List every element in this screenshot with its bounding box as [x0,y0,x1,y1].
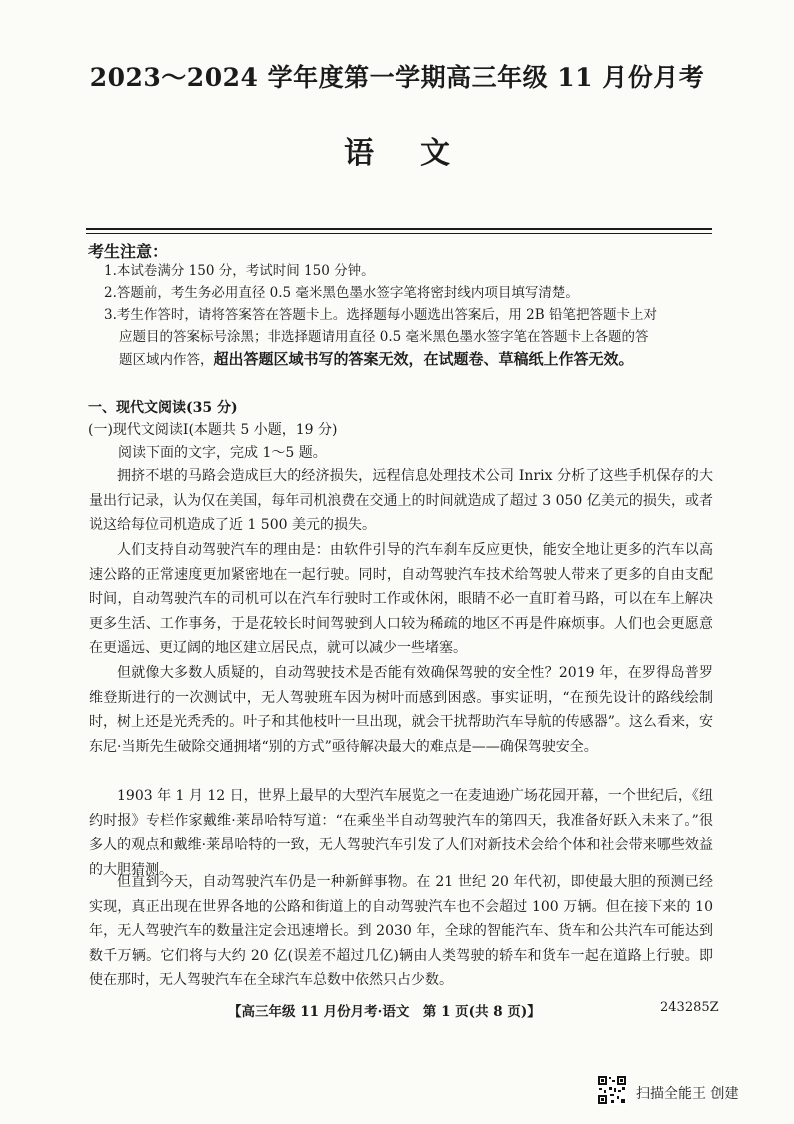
exam-code: 243285Z [660,1000,719,1015]
notice-item-3-line-2: 应题目的答案标号涂黑；非选择题请用直径 0.5 毫米黑色墨水签字笔在答题卡上各题的答 [119,329,649,345]
section-instruction: 阅读下面的文字，完成 1～5 题。 [118,445,327,461]
passage-paragraph-1: 拥挤不堪的马路会造成巨大的经济损失，远程信息处理技术公司 Inrix 分析了这些手机保存的大量出行记录，认为仅在美国，每年司机浪费在交通上的时间就造成了超过 3 050 亿美元的损失，或者说这给每位司机造成了近 1 500 美元的损失。 [89,468,713,534]
passage-paragraph-4: 1903 年 1 月 12 日，世界上最早的大型汽车展览之一在麦迪逊广场花园开幕，一个世纪后，《纽约时报》专栏作家戴维·莱昂哈特写道：“在乘坐半自动驾驶汽车的第四天，我准备好跃入未来了。”很多人的观点和戴维·莱昂哈特的一致，无人驾驶汽车引发了人们对新技术会给个体和社会带来哪些效益的大胆猜测。 [89,788,713,878]
notice-heading: 考生注意： [88,242,169,261]
notice-item-3-line-3-text: 题区域内作答， [119,352,214,368]
notice-emphasis: 超出答题区域书写的答案无效，在试题卷、草稿纸上作答无效。 [213,350,634,368]
notice-item-1: 1.本试卷满分 150 分，考试时间 150 分钟。 [104,263,375,279]
scanner-watermark: 扫描全能王 创建 [636,1086,739,1102]
header-rule-thin [86,233,712,234]
passage-paragraph-5: 但直到今天，自动驾驶汽车仍是一种新鲜事物。在 21 世纪 20 年代初，即使最大胆的预测已经实现，真正出现在世界各地的公路和街道上的自动驾驶汽车也不会超过 100 万辆。但在接下来的 10 年，无人驾驶汽车的数量注定会迅速增长。到 2030 年，全球的智能汽车、货车和公共汽车可能达到数千万辆。它们将与大约 20 亿(误差不超过几亿)辆由人类驾驶的轿车和货车一起在道路上行驶。即使在那时，无人驾驶汽车在全球汽车总数中依然只占少数。 [89,874,713,989]
subject-title: 语文 [344,136,496,171]
notice-item-2: 2.答题前，考生务必用直径 0.5 毫米黑色墨水签字笔将密封线内项目填写清楚。 [104,285,579,301]
passage-paragraph-2: 人们支持自动驾驶汽车的理由是：由软件引导的汽车刹车反应更快，能安全地让更多的汽车以高速公路的正常速度更加紧密地在一起行驶。同时，自动驾驶汽车技术给驾驶人带来了更多的自由支配时间，自动驾驶汽车的司机可以在汽车行驶时工作或休闲，眼睛不必一直盯着马路，可以在车上解决更多生活、工作事务，于是花较长时间驾驶到人口较为稀疏的地区不再是件麻烦事。人们也会更愿意在更遥远、更辽阔的地区建立居民点，就可以减少一些堵塞。 [89,542,713,657]
page-footer: 【高三年级 11 月份月考·语文 第 1 页(共 8 页)】 [228,1004,541,1020]
passage-paragraph-3: 但就像大多数人质疑的，自动驾驶技术是否能有效确保驾驶的安全性？2019 年，在罗得岛普罗维登斯进行的一次测试中，无人驾驶班车因为树叶而感到困惑。事实证明，“在预先设计的路线绘制时，树上还是光秃秃的。叶子和其他枝叶一旦出现，就会干扰帮助汽车导航的传感器”。这么看来，安东尼·当斯先生破除交通拥堵“别的方式”亟待解决最大的难点是——确保驾驶安全。 [89,665,713,755]
section-subtitle: (一)现代文阅读Ⅰ(本题共 5 小题，19 分) [88,422,338,438]
notice-item-3-line-1: 3.考生作答时，请将答案答在答题卡上。选择题每小题选出答案后，用 2B 铅笔把答题卡上对 [104,307,657,323]
header-rule-thick [86,228,712,230]
qr-code-icon [597,1075,627,1105]
section-title: 一、现代文阅读(35 分) [88,400,238,416]
notice-item-3 [104,304,724,371]
notice-item-3-line-3 [104,348,724,371]
exam-title: 2023～2024 学年度第一学期高三年级 11 月份月考 [89,63,705,92]
